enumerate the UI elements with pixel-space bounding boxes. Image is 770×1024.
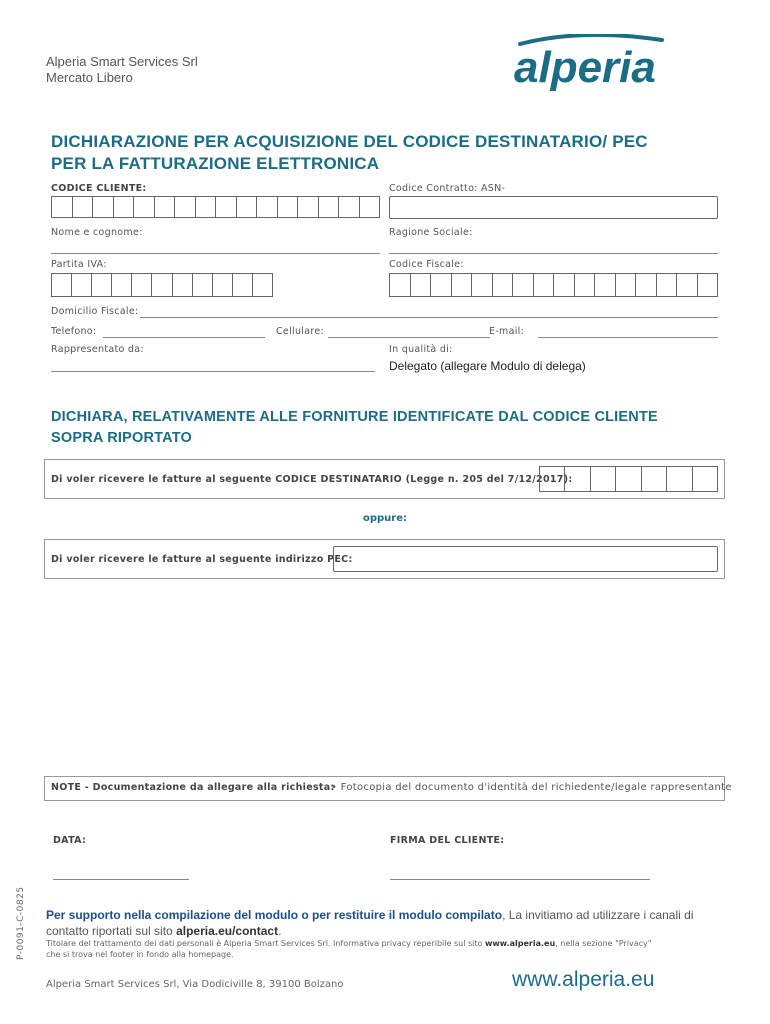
dichiara-line-1: DICHIARA, RELATIVAMENTE ALLE FORNITURE IDENTIFICATE DAL CODICE CLIENTE xyxy=(51,409,658,425)
codice-fiscale-boxes[interactable] xyxy=(389,273,718,297)
page-title xyxy=(51,131,731,175)
support-body: , La invitiamo ad utilizzare i canali di contatto riportati sul sito xyxy=(46,908,694,938)
data-label: DATA: xyxy=(53,835,87,846)
privacy-text-1: Titolare del trattamento dei dati personali è Alperia Smart Services Srl. Informativa privacy reperibile sul sito xyxy=(46,939,485,948)
codice-contratto-label: Codice Contratto: ASN- xyxy=(389,183,506,194)
partita-iva-label: Partita IVA: xyxy=(51,259,107,270)
rappresentato-da-label: Rappresentato da: xyxy=(51,344,144,355)
data-line[interactable] xyxy=(53,879,189,880)
firma-line[interactable] xyxy=(390,879,650,880)
ragione-sociale-label: Ragione Sociale: xyxy=(389,227,473,238)
partita-iva-boxes[interactable] xyxy=(51,273,273,297)
telefono-line[interactable] xyxy=(103,337,265,338)
firma-label: FIRMA DEL CLIENTE: xyxy=(390,835,505,846)
title-line-2: PER LA FATTURAZIONE ELETTRONICA xyxy=(51,154,380,173)
privacy-text xyxy=(46,938,736,960)
support-bold: Per supporto nella compilazione del modulo o per restituire il modulo compilato xyxy=(46,908,503,922)
codice-destinatario-label: Di voler ricevere le fatture al seguente CODICE DESTINATARIO (Legge n. 205 del 7/12/2017): xyxy=(51,474,573,485)
logo-text: alperia xyxy=(514,43,656,92)
privacy-text-3: che si trova nel footer in fondo alla homepage. xyxy=(46,950,234,959)
cellulare-label: Cellulare: xyxy=(276,326,324,337)
telefono-label: Telefono: xyxy=(51,326,97,337)
dichiara-heading xyxy=(51,407,731,449)
email-label: E-mail: xyxy=(489,326,525,337)
market-label: Mercato Libero xyxy=(46,70,133,85)
ragione-sociale-line[interactable] xyxy=(389,253,718,254)
codice-cliente-boxes[interactable] xyxy=(51,196,380,218)
nome-cognome-line[interactable] xyxy=(51,253,380,254)
note-label: NOTE - Documentazione da allegare alla richiesta: xyxy=(51,782,335,793)
support-text xyxy=(46,907,736,939)
domicilio-fiscale-label: Domicilio Fiscale: xyxy=(51,306,139,317)
pec-field[interactable] xyxy=(333,546,718,572)
note-item: • Fotocopia del documento d'identità del richiedente/legale rappresentante xyxy=(331,782,732,793)
codice-fiscale-label: Codice Fiscale: xyxy=(389,259,464,270)
codice-contratto-field[interactable] xyxy=(389,196,718,219)
cellulare-line[interactable] xyxy=(328,337,490,338)
title-line-1: DICHIARAZIONE PER ACQUISIZIONE DEL CODICE DESTINATARIO/ PEC xyxy=(51,132,648,151)
form-code: P-0091-C-0825 xyxy=(16,886,26,960)
codice-cliente-label: CODICE CLIENTE: xyxy=(51,183,147,194)
alperia-logo xyxy=(512,34,692,96)
company-name: Alperia Smart Services Srl xyxy=(46,54,198,69)
support-end: . xyxy=(278,924,282,938)
codice-destinatario-boxes[interactable] xyxy=(539,466,718,492)
pec-label: Di voler ricevere le fatture al seguente indirizzo PEC: xyxy=(51,554,353,565)
dichiara-line-2: SOPRA RIPORTATO xyxy=(51,430,193,446)
privacy-link[interactable]: www.alperia.eu xyxy=(484,939,556,948)
in-qualita-label: In qualità di: xyxy=(389,344,453,355)
in-qualita-value[interactable]: Delegato (allegare Modulo di delega) xyxy=(389,359,586,373)
privacy-text-2: , nella sezione "Privacy" xyxy=(555,939,652,948)
footer-address: Alperia Smart Services Srl, Via Dodiciville 8, 39100 Bolzano xyxy=(46,979,344,990)
rappresentato-da-line[interactable] xyxy=(51,371,375,372)
domicilio-fiscale-line[interactable] xyxy=(140,317,718,318)
email-line[interactable] xyxy=(538,337,718,338)
support-link[interactable]: alperia.eu/contact xyxy=(176,924,279,938)
oppure-label: oppure: xyxy=(362,513,408,524)
nome-cognome-label: Nome e cognome: xyxy=(51,227,143,238)
footer-website[interactable]: www.alperia.eu xyxy=(512,968,655,991)
